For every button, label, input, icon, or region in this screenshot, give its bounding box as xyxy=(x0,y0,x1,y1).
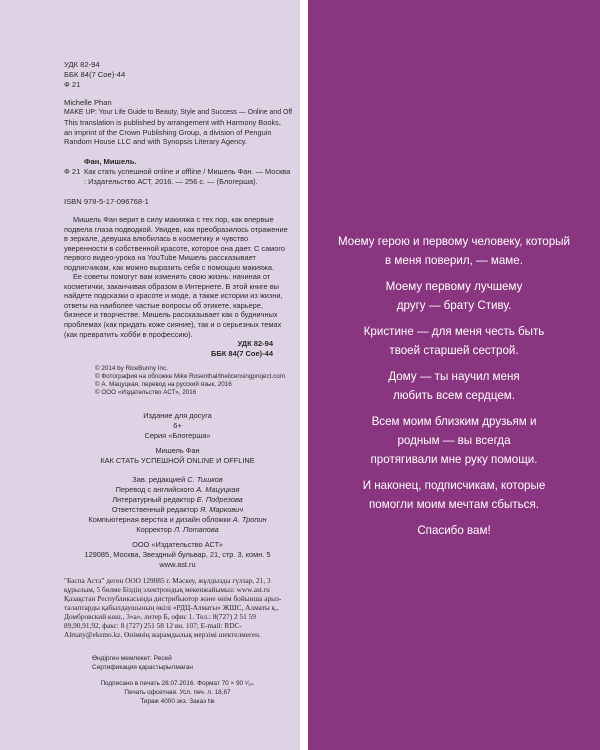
translation-note: This translation is published by arrangement with Harmony Books, an imprint of the Crown Publishing Group, a division of Penguin Random House LLC and with Synopsis Literary Agency. xyxy=(64,118,281,147)
print-details: Подписано в печать 28.07.2016. Формат 70 × 90 ¹⁄₁₆. xyxy=(100,680,255,687)
catalog-entry: Как стать успешной online и offline / Мишель Фан. — Москва : Издательство АСТ, 2016. — 256 с. — (Блогерша). xyxy=(84,167,291,186)
author-mark: Ф 21 xyxy=(64,80,81,89)
credit-line: Литературный редактор Е. Подрезова xyxy=(112,495,243,504)
bbk-code: ББК 84(7 Сое)-44 xyxy=(64,70,126,79)
dedication-line: Кристине — для меня честь быть твоей старшей сестрой. xyxy=(363,325,545,357)
edition-type: Издание для досуга xyxy=(143,411,212,420)
publisher-address: 129085, Москва, Звездный бульвар, 21, стр. 3, комн. 5 xyxy=(84,550,271,559)
kazakh-distributor-info: "Баспа Аста" деген ООО 129085 г. Мәскеу, жұлдызды гүлзар, 21, 3 құрылым, 5 бөлме Біздің электрондық мекенжайымыз: www.ast.ru Қазақстан Республикасында дистрибьютор және өнім бойынша арыз-талаптарды қабылдаушының өкілі «РДЦ-Алматы» ЖШС, Алматы қ., Домбровский көш., 3«а», литер Б, офис 1. Тел.: 8(727) 2 51 59 89,90,91,92, факс: 8 (727) 251 58 12 вн. 107; E-mail: RDC-Almaty@eksmo.kz. Өнімнің жарамдылық мерзімі шектелмеген. xyxy=(64,576,282,639)
dedication-page xyxy=(300,0,600,750)
credit-line: Корректор Л. Потапова xyxy=(136,525,219,534)
certification-note: Сертификация қарастырылмаған xyxy=(92,664,193,671)
annotation-paragraph-1: Мишель Фан верит в силу макияжа с тех пор, как впервые подвела глаза подводкой. Увидев, как преобразилось отражение в зеркале, девушка влюбилась в косметику и чувство уверенности в собственной красоте, которое она дает. С самого первого видео-урока на YouTube Мишель рассказывает подписчикам, как можно выразить себя с помощью макияжа. xyxy=(64,215,288,272)
credit-line: Компьютерная верстка и дизайн обложки А. Тропин xyxy=(88,515,267,524)
book-title-caps: КАК СТАТЬ УСПЕШНОЙ ONLINE И OFFLINE xyxy=(100,456,255,465)
dedication-thanks: Спасибо вам! xyxy=(417,524,491,537)
udk-code: УДК 82-94 xyxy=(64,60,100,69)
print-details: Тираж 4000 экз. Заказ № xyxy=(140,698,215,705)
copyright-line: © 2014 by RiceBunny Inc. xyxy=(95,365,168,372)
udk-code-right: УДК 82-94 xyxy=(237,339,273,348)
age-rating: 6+ xyxy=(173,421,182,430)
author-name: Мишель Фан xyxy=(155,446,200,455)
isbn: ISBN 978-5-17-096768-1 xyxy=(64,197,149,206)
credit-line: Перевод с английского А. Мацуцкая xyxy=(115,485,240,494)
country-of-manufacture: Өндірген мемлекет: Ресей xyxy=(92,655,172,662)
catalog-mark: Ф 21 xyxy=(64,167,81,176)
dedication-line: Всем моим близким друзьям и родным — вы всегда протягивали мне руку помощи. xyxy=(370,415,538,466)
credit-line: Зав. редакцией С. Тишков xyxy=(132,475,223,484)
dedication-line: Дому — ты научил меня любить всем сердцем. xyxy=(388,370,520,402)
copyright-line: © ООО «Издательство АСТ», 2016 xyxy=(95,389,197,396)
dedication-block xyxy=(308,0,600,750)
print-details: Печать офсетная. Усл. печ. л. 18,67 xyxy=(124,689,231,696)
copyright-line: © Фотография на обложке Mike Rosenthal/thelicensingproject.com xyxy=(95,373,285,380)
copyright-line: © А. Мацуцкая, перевод на русский язык, 2016 xyxy=(95,381,232,388)
catalog-author-heading: Фан, Мишель. xyxy=(84,157,137,166)
original-title: MAKE UP: Your Life Guide to Beauty, Style and Success — Online and Off xyxy=(64,109,293,116)
dedication-line: Моему первому лучшему другу — брату Стиву. xyxy=(385,280,523,312)
annotation-paragraph-2: Ее советы помогут вам изменить свою жизнь: начиная от косметички, заканчивая образом в Интернете. В этой книге вы найдете подсказки о красоте и моде, а также истории из жизни, ответы на наиболее частые вопросы об этикете, карьере, бизнесе и творчестве. Мишель рассказывает как о будничных проблемах (как придать коже сияние), так и о серьезных темах (как превратить хобби в профессию). xyxy=(64,272,283,339)
dedication-line: Моему герою и первому человеку, который в меня поверил, — маме. xyxy=(338,235,570,267)
publisher-website: www.ast.ru xyxy=(159,560,196,569)
bbk-code-right: ББК 84(7 Сое)-44 xyxy=(210,349,273,358)
dedication-line: И наконец, подписчикам, которые помогли моим мечтам сбыться. xyxy=(362,479,546,511)
series-name: Серия «Блогерша» xyxy=(144,431,211,440)
original-author: Michelle Phan xyxy=(64,98,112,107)
credit-line: Ответственный редактор Я. Маркович xyxy=(111,505,244,514)
publisher-name: ООО «Издательство АСТ» xyxy=(132,540,223,549)
